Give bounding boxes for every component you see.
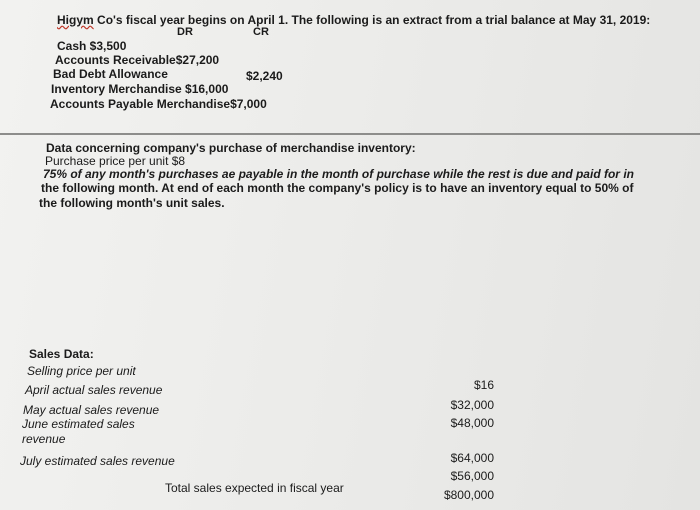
purchase-terms-line-2: the following month. At end of each month the company's policy is to have an inventory equal to 50% of [41,181,634,195]
trial-balance-heading-text: Co's fiscal year begins on April 1. The following is an extract from a trial balance at May 31, 2019: [93,13,651,27]
april-sales-value: $32,000 [450,398,494,412]
purchase-price-line: Purchase price per unit $8 [45,154,186,168]
tb-row-cash: Cash $3,500 [57,39,127,53]
tb-row-inventory: Inventory Merchandise $16,000 [51,82,229,96]
purchase-terms-line-3: the following month's unit sales. [39,196,225,210]
may-sales-value: $48,000 [450,416,494,430]
company-name: Higym [57,13,94,27]
june-sales-label: June estimated sales [22,417,135,431]
total-sales-value: $800,000 [443,488,494,502]
selling-price-label: Selling price per unit [27,364,136,378]
may-sales-label: May actual sales revenue [23,403,160,417]
purchase-heading: Data concerning company's purchase of merchandise inventory: [46,141,416,155]
cr-column-label: CR [253,26,269,38]
tb-row-bad-debt-cr: $2,240 [246,69,283,83]
tb-row-accounts-payable: Accounts Payable Merchandise$7,000 [50,97,267,111]
dr-column-label: DR [177,26,193,38]
purchase-terms-line-1: 75% of any month's purchases ae payable in the month of purchase while the rest is due and paid for in [43,167,634,181]
section-divider [0,133,700,135]
trial-balance-heading [57,13,650,27]
total-sales-label: Total sales expected in fiscal year [165,481,344,495]
june-sales-label-cont: revenue [22,432,66,446]
april-sales-label: April actual sales revenue [25,383,163,397]
tb-row-accounts-receivable: Accounts Receivable$27,200 [55,53,220,67]
selling-price-value: $16 [473,378,494,392]
june-sales-value: $64,000 [450,451,494,465]
july-sales-value: $56,000 [450,469,494,483]
tb-row-bad-debt: Bad Debt Allowance [53,67,168,81]
sales-heading: Sales Data: [29,347,94,361]
july-sales-label: July estimated sales revenue [20,454,175,468]
